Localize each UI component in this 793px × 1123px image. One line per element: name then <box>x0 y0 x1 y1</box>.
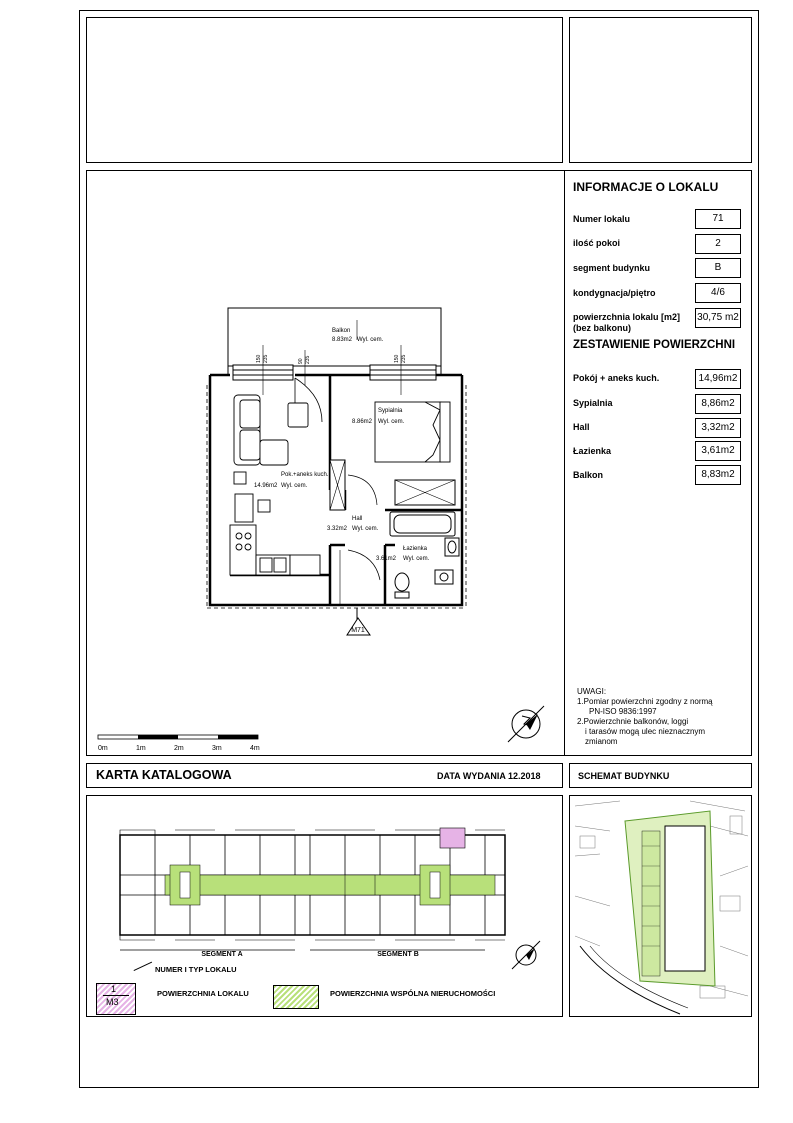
catalog-title: KARTA KATALOGOWA <box>96 768 232 782</box>
area-label-bathroom: Łazienka <box>573 446 612 456</box>
dim-3: 90 <box>298 358 304 364</box>
info-label-floor: kondygnacja/piętro <box>573 288 656 298</box>
area-label-balcony: Balkon <box>573 470 604 480</box>
area-label-hall: Hall <box>573 422 590 432</box>
room-balcony-finish: Wyl. cem. <box>357 337 384 343</box>
info-value-segment: B <box>695 258 741 278</box>
info-label-segment: segment budynku <box>573 263 651 273</box>
legend-area-label: POWIERZCHNIA LOKALU <box>157 989 249 998</box>
area-label-living: Pokój + aneks kuch. <box>573 373 660 383</box>
dim-6: 235 <box>401 354 407 363</box>
room-bedroom-name: Sypialnia <box>378 408 403 414</box>
dim-5: 150 <box>394 354 400 363</box>
info-label-area-note: (bez balkonu) <box>573 323 631 333</box>
scale-0: 0m <box>98 745 108 752</box>
room-hall-finish: Wyl. cem. <box>352 526 379 532</box>
room-balcony-area: 8.83m2 <box>332 337 353 343</box>
room-balcony-name: Balkon <box>332 328 351 334</box>
issue-date: DATA WYDANIA 12.2018 <box>437 771 541 781</box>
area-value-living: 14,96m2 <box>695 369 741 389</box>
room-bedroom-finish: Wyl. cem. <box>378 419 405 425</box>
segment-a-label: SEGMENT A <box>201 951 243 958</box>
area-value-hall: 3,32m2 <box>695 418 741 438</box>
scale-2: 2m <box>174 745 184 752</box>
notes-line-3: 2.Powierzchnie balkonów, loggi <box>577 717 689 726</box>
legend-unit-number: 1 <box>111 984 117 994</box>
area-value-bathroom: 3,61m2 <box>695 441 741 461</box>
notes-line-1: 1.Pomiar powierzchni zgodny z normą <box>577 697 713 706</box>
info-value-rooms: 2 <box>695 234 741 254</box>
info-value-area: 30,75 m2 <box>695 308 741 328</box>
room-living-area: 14.96m2 <box>254 483 278 489</box>
room-living-finish: Wyl. cem. <box>281 483 308 489</box>
info-value-number: 71 <box>695 209 741 229</box>
areas-title: ZESTAWIENIE POWIERZCHNI <box>573 339 736 351</box>
info-label-rooms: ilość pokoi <box>573 238 621 248</box>
legend-unit-type: M3 <box>106 997 119 1007</box>
area-value-bedroom: 8,86m2 <box>695 394 741 414</box>
dim-2: 235 <box>263 354 269 363</box>
room-living-name: Pok.+aneks kuch. <box>281 472 329 478</box>
notes-line-5: zmianom <box>585 737 618 746</box>
page-frame <box>79 10 759 1088</box>
info-label-number: Numer lokalu <box>573 214 631 224</box>
area-label-bedroom: Sypialnia <box>573 398 613 408</box>
scale-1: 1m <box>136 745 146 752</box>
room-bathroom-area: 3.61m2 <box>376 556 397 562</box>
scale-4: 4m <box>250 745 260 752</box>
legend-unit-label: NUMER I TYP LOKALU <box>155 965 237 974</box>
room-bathroom-name: Łazienka <box>403 546 428 552</box>
room-hall-name: Hall <box>352 516 363 522</box>
segment-b-label: SEGMENT B <box>377 951 419 958</box>
dim-4: 235 <box>305 355 311 364</box>
schema-title: SCHEMAT BUDYNKU <box>578 771 670 781</box>
dim-1: 150 <box>256 354 262 363</box>
unit-tag-text: M71 <box>351 627 365 634</box>
notes-line-2: PN-ISO 9836:1997 <box>589 707 657 716</box>
notes-line-4: i tarasów mogą ulec nieznacznym <box>585 727 706 736</box>
room-hall-area: 3.32m2 <box>327 526 348 532</box>
info-value-floor: 4/6 <box>695 283 741 303</box>
area-value-balcony: 8,83m2 <box>695 465 741 485</box>
room-bedroom-area: 8.86m2 <box>352 419 373 425</box>
info-title: INFORMACJE O LOKALU <box>573 180 719 194</box>
room-bathroom-finish: Wyl. cem. <box>403 556 430 562</box>
legend-common-label: POWIERZCHNIA WSPÓLNA NIERUCHOMOŚCI <box>330 989 496 998</box>
info-label-area: powierzchnia lokalu [m2] <box>573 312 681 322</box>
scale-3: 3m <box>212 745 222 752</box>
notes-title: UWAGI: <box>577 687 607 696</box>
